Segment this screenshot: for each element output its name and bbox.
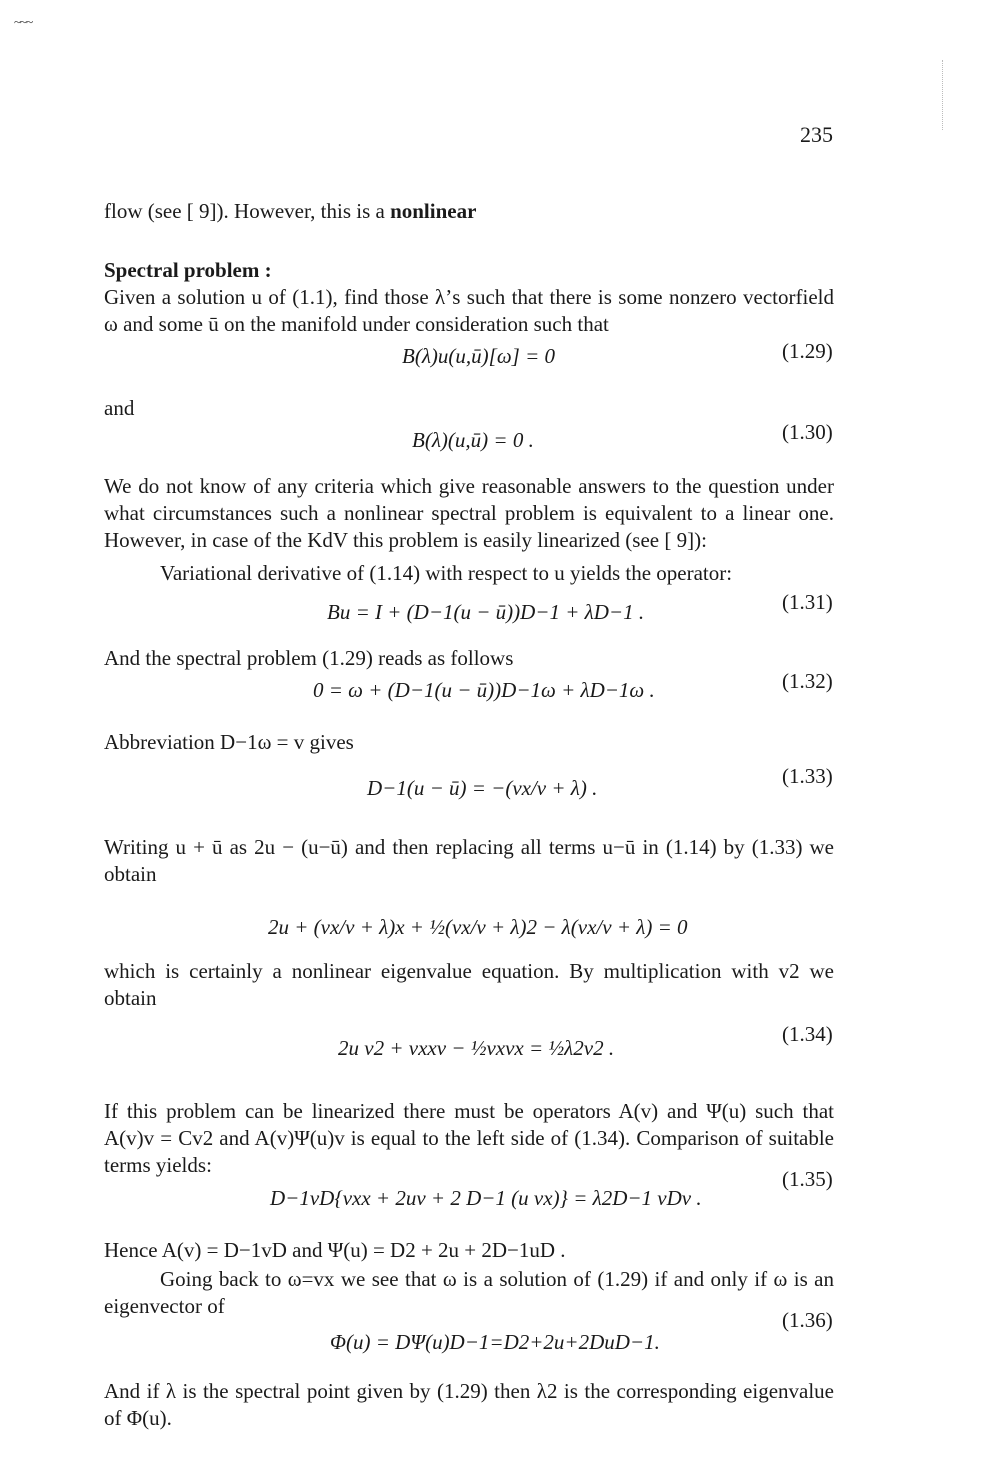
paragraph-flow-text: flow (see [ 9]). However, this is a — [104, 199, 391, 223]
equation-1-33: D−1(u − ū) = −(vx/v + λ) . — [367, 776, 598, 800]
paragraph-flow — [104, 198, 834, 225]
paragraph-if: If this problem can be linearized there must be operators A(v) and Ψ(u) such that A(v)v = Cv2 and A(v)Ψ(u)v is equal to the left side of (1.34). Comparison of suitable terms yields: — [104, 1099, 834, 1177]
page-number: 235 — [800, 122, 833, 147]
paragraph-going: Going back to ω=vx we see that ω is a solution of (1.29) if and only if ω is an eigenvector of — [104, 1267, 834, 1318]
equation-1-34: 2u v2 + vxxv − ½vxvx = ½λ2v2 . — [338, 1036, 615, 1060]
paragraph-abbreviation: Abbreviation D−1ω = v gives — [104, 730, 354, 754]
equation-1-32: 0 = ω + (D−1(u − ū))D−1ω + λD−1ω . — [313, 678, 655, 702]
equation-number-1-32: (1.32) — [782, 669, 833, 693]
scan-edge-dots — [942, 60, 945, 130]
equation-1-36: Φ(u) = DΨ(u)D−1=D2+2u+2DuD−1. — [330, 1330, 660, 1354]
equation-number-1-29: (1.29) — [782, 339, 833, 363]
section-heading: Spectral problem : — [104, 258, 272, 282]
equation-number-1-31: (1.31) — [782, 590, 833, 614]
equation-1-31: Bu = I + (D−1(u − ū))D−1 + λD−1 . — [327, 600, 645, 624]
equation-1-29: B(λ)u(u,ū)[ω] = 0 — [402, 344, 555, 368]
equation-number-1-33: (1.33) — [782, 764, 833, 788]
equation-number-1-34: (1.34) — [782, 1022, 833, 1046]
paragraph-spectral: And the spectral problem (1.29) reads as follows — [104, 646, 514, 670]
nonlinear-bold: nonlinear — [390, 199, 477, 223]
equation-1-35: D−1vD{vxx + 2uv + 2 D−1 (u vx)} = λ2D−1 vDv . — [270, 1186, 702, 1210]
paragraph-criteria: We do not know of any criteria which give reasonable answers to the question under what circumstances such a nonlinear spectral problem is equivalent to a linear one. However, in case of the KdV this problem is easily linearized (see [ 9]): — [104, 474, 834, 552]
paragraph-final: And if λ is the spectral point given by (1.29) then λ2 is the corresponding eigenvalue of Φ(u). — [104, 1379, 834, 1430]
paragraph-given: Given a solution u of (1.1), find those λ’s such that there is some nonzero vectorfield ω and some ū on the manifold under consideration such that — [104, 285, 834, 336]
equation-number-1-36: (1.36) — [782, 1308, 833, 1332]
paragraph-variational: Variational derivative of (1.14) with respect to u yields the operator: — [160, 561, 733, 585]
equation-number-1-35: (1.35) — [782, 1167, 833, 1191]
equation-number-1-30: (1.30) — [782, 420, 833, 444]
paragraph-writing: Writing u + ū as 2u − (u−ū) and then replacing all terms u−ū in (1.14) by (1.33) we obtain — [104, 835, 834, 886]
paragraph-and: and — [104, 396, 135, 420]
paragraph-hence: Hence A(v) = D−1vD and Ψ(u) = D2 + 2u + 2D−1uD . — [104, 1238, 566, 1262]
equation-1-30: B(λ)(u,ū) = 0 . — [412, 428, 534, 452]
scan-mark: ~~~ — [14, 14, 33, 29]
equation-unnumbered: 2u + (vx/v + λ)x + ½(vx/v + λ)2 − λ(vx/v + λ) = 0 — [268, 915, 688, 939]
paragraph-which: which is certainly a nonlinear eigenvalue equation. By multiplication with v2 we obtain — [104, 959, 834, 1010]
